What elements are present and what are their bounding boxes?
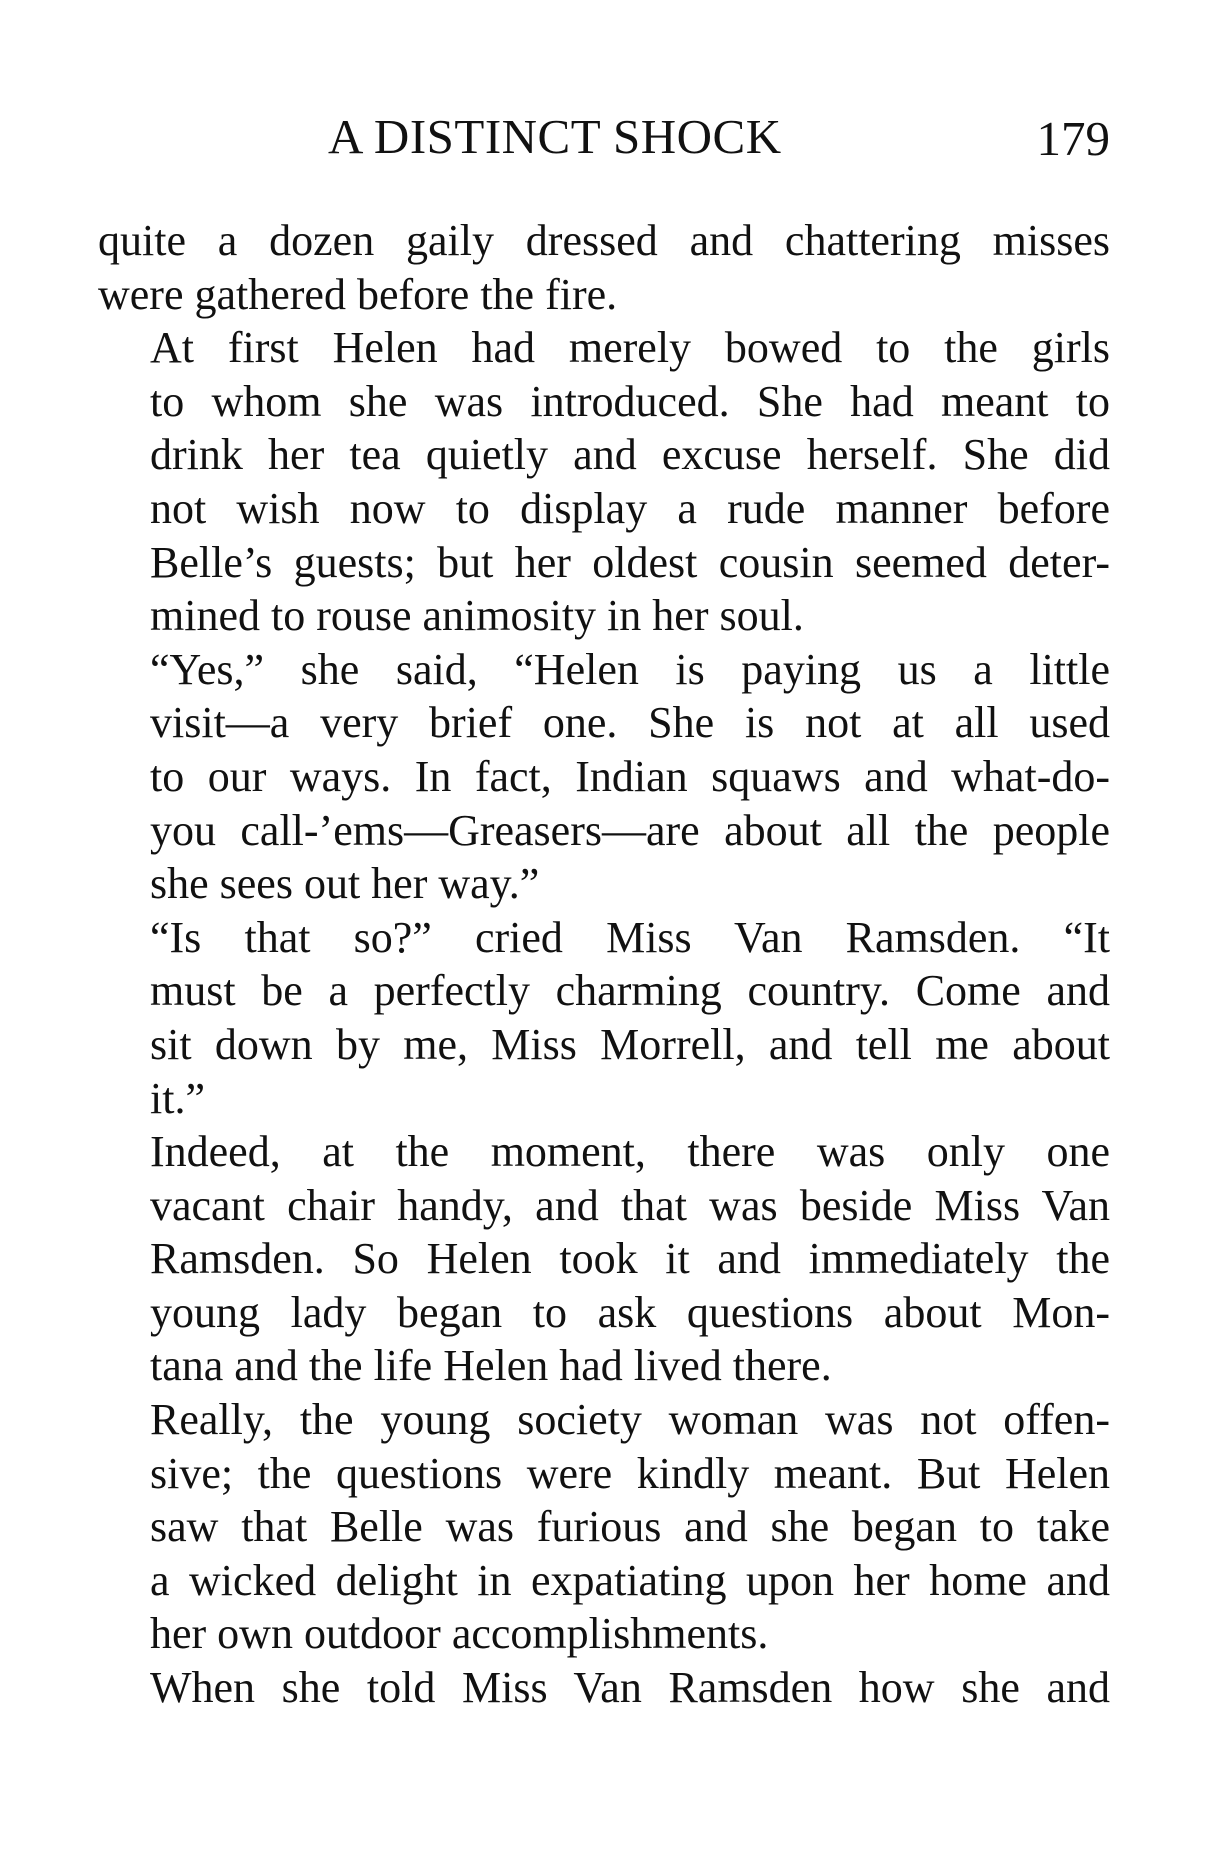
- text-line: saw that Belle was furious and she began to take: [150, 1502, 1110, 1552]
- text-line: Really, the young society woman was not offen-: [150, 1395, 1110, 1445]
- text-line: must be a perfectly charming country. Come and: [150, 966, 1110, 1016]
- paragraph: [98, 321, 1110, 643]
- text-line: tana and the life Helen had lived there.: [150, 1341, 832, 1391]
- text-line: visit—a very brief one. She is not at all used: [150, 698, 1110, 748]
- text-line: “Is that so?” cried Miss Van Ramsden. “It: [150, 912, 1110, 962]
- text-line: sit down by me, Miss Morrell, and tell me about: [150, 1019, 1110, 1069]
- text-line: a wicked delight in expatiating upon her home and: [150, 1555, 1110, 1605]
- text-line: young lady began to ask questions about Mon-: [150, 1287, 1110, 1337]
- text-line: her own outdoor accomplishments.: [150, 1609, 769, 1659]
- paragraph: [98, 1661, 1110, 1715]
- paragraph: [98, 1125, 1110, 1393]
- text-line: to whom she was introduced. She had meant to: [150, 376, 1110, 426]
- text-line: sive; the questions were kindly meant. But Helen: [150, 1448, 1110, 1498]
- text-line: At first Helen had merely bowed to the girls: [150, 323, 1110, 373]
- paragraph: [98, 643, 1110, 911]
- paragraph: [98, 214, 1110, 321]
- text-line: When she told Miss Van Ramsden how she and: [150, 1663, 1110, 1713]
- page-header: [98, 108, 1110, 178]
- text-line: not wish now to display a rude manner before: [150, 483, 1110, 533]
- running-title: A DISTINCT SHOCK: [328, 109, 782, 164]
- text-line: Ramsden. So Helen took it and immediately the: [150, 1234, 1110, 1284]
- page-number: 179: [1036, 111, 1110, 166]
- text-line: she sees out her way.”: [150, 859, 540, 909]
- paragraph: [98, 1393, 1110, 1661]
- text-line: quite a dozen gaily dressed and chattering misses: [98, 216, 1110, 265]
- body-text: [98, 214, 1110, 1715]
- text-line: vacant chair handy, and that was beside Miss Van: [150, 1180, 1110, 1230]
- text-line: you call-’ems—Greasers—are about all the people: [150, 805, 1110, 855]
- text-line: “Yes,” she said, “Helen is paying us a little: [150, 644, 1110, 694]
- text-line: were gathered before the fire.: [98, 269, 618, 319]
- text-line: Indeed, at the moment, there was only one: [150, 1127, 1110, 1177]
- paragraph: [98, 911, 1110, 1125]
- text-line: mined to rouse animosity in her soul.: [150, 591, 804, 641]
- text-line: Belle’s guests; but her oldest cousin seemed deter-: [150, 537, 1110, 587]
- text-line: drink her tea quietly and excuse herself. She did: [150, 430, 1110, 480]
- text-line: it.”: [150, 1073, 205, 1123]
- text-line: to our ways. In fact, Indian squaws and what-do-: [150, 751, 1110, 801]
